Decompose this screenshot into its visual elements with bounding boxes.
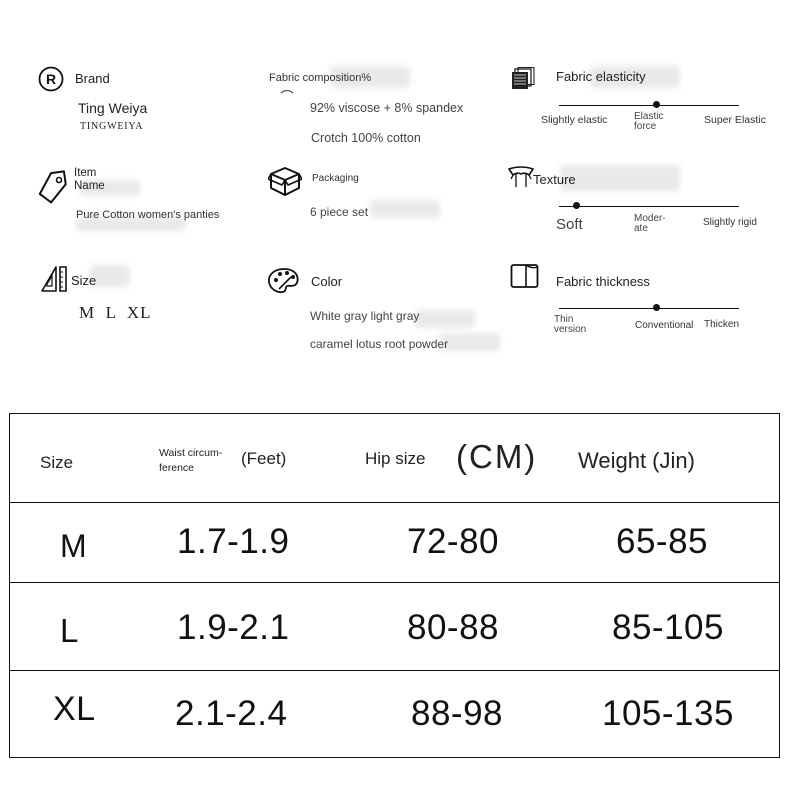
ruler-icon [40,265,68,293]
brand-value: Ting Weiya [78,100,148,116]
row-m-weight: 65-85 [616,522,709,561]
fabric-elasticity-label: Fabric elasticity [556,69,646,84]
row-l-size: L [60,612,79,649]
fabric-swatch-icon [511,67,535,91]
row-xl-waist: 2.1-2.4 [175,694,288,733]
thickness-scale-line [559,308,739,309]
fabric-composition-label: Fabric composition% [269,72,372,84]
row-xl-hip: 88-98 [411,694,504,733]
thickness-icon [510,263,540,289]
header-waist-line1: Waist circum- [159,447,223,459]
table-divider [10,582,779,583]
table-divider [10,502,779,503]
row-m-waist: 1.7-1.9 [177,522,290,561]
header-waist-line2: ference [159,462,195,474]
size-value: M L XL [79,303,152,322]
color-line1: White gray light gray [310,309,420,323]
texture-label: Texture [533,172,576,187]
header-hip-unit: (CM) [456,438,538,475]
packaging-value: 6 piece set [310,205,369,219]
elasticity-scale-line [559,105,739,106]
row-xl-weight: 105-135 [602,694,734,733]
row-l-waist: 1.9-2.1 [177,608,290,647]
row-l-hip: 80-88 [407,608,500,647]
elasticity-scale-low: Slightly elastic [541,114,608,126]
palette-icon [267,267,301,295]
tag-icon [37,170,69,204]
size-label: Size [71,273,97,288]
texture-scale-low: Soft [556,216,583,233]
packaging-label: Packaging [312,173,359,184]
elasticity-scale-marker [653,101,660,108]
thickness-scale-marker [653,304,660,311]
header-waist-unit: (Feet) [241,449,287,468]
item-name-value: Pure Cotton women's panties [76,209,220,221]
svg-text:R: R [45,71,57,87]
cloth-icon [507,165,535,191]
brand-label: Brand [75,71,110,86]
thickness-scale-low: Thin version [554,314,587,335]
item-name-label-line2: Name [74,180,105,192]
texture-scale-line [559,206,739,207]
registered-icon [38,66,64,92]
row-l-weight: 85-105 [612,608,724,647]
box-icon [268,165,302,197]
elasticity-scale-mid: Elastic force [634,111,664,132]
header-weight: Weight (Jin) [578,448,695,473]
texture-scale-marker [573,202,580,209]
texture-scale-mid: Moder-ate [634,213,666,234]
fabric-composition-line2: Crotch 100% cotton [311,131,421,145]
fabric-icon [280,88,294,94]
fabric-composition-line1: 92% viscose + 8% spandex [310,101,464,115]
table-divider [10,670,779,671]
row-m-hip: 72-80 [407,522,500,561]
brand-logo-text: TINGWEIYA [80,121,144,132]
header-size: Size [40,453,74,472]
thickness-scale-high: Thicken [704,319,740,330]
thickness-scale-mid: Conventional [635,320,694,331]
color-line2: caramel lotus root powder [310,337,449,351]
size-table [9,413,780,758]
color-label: Color [311,274,343,289]
row-m-size: M [60,528,88,564]
header-hip: Hip size [365,449,426,468]
texture-scale-high: Slightly rigid [703,217,757,228]
elasticity-scale-high: Super Elastic [704,114,766,126]
row-xl-size: XL [53,690,96,728]
item-name-label-line1: Item [74,167,97,179]
fabric-thickness-label: Fabric thickness [556,274,650,289]
